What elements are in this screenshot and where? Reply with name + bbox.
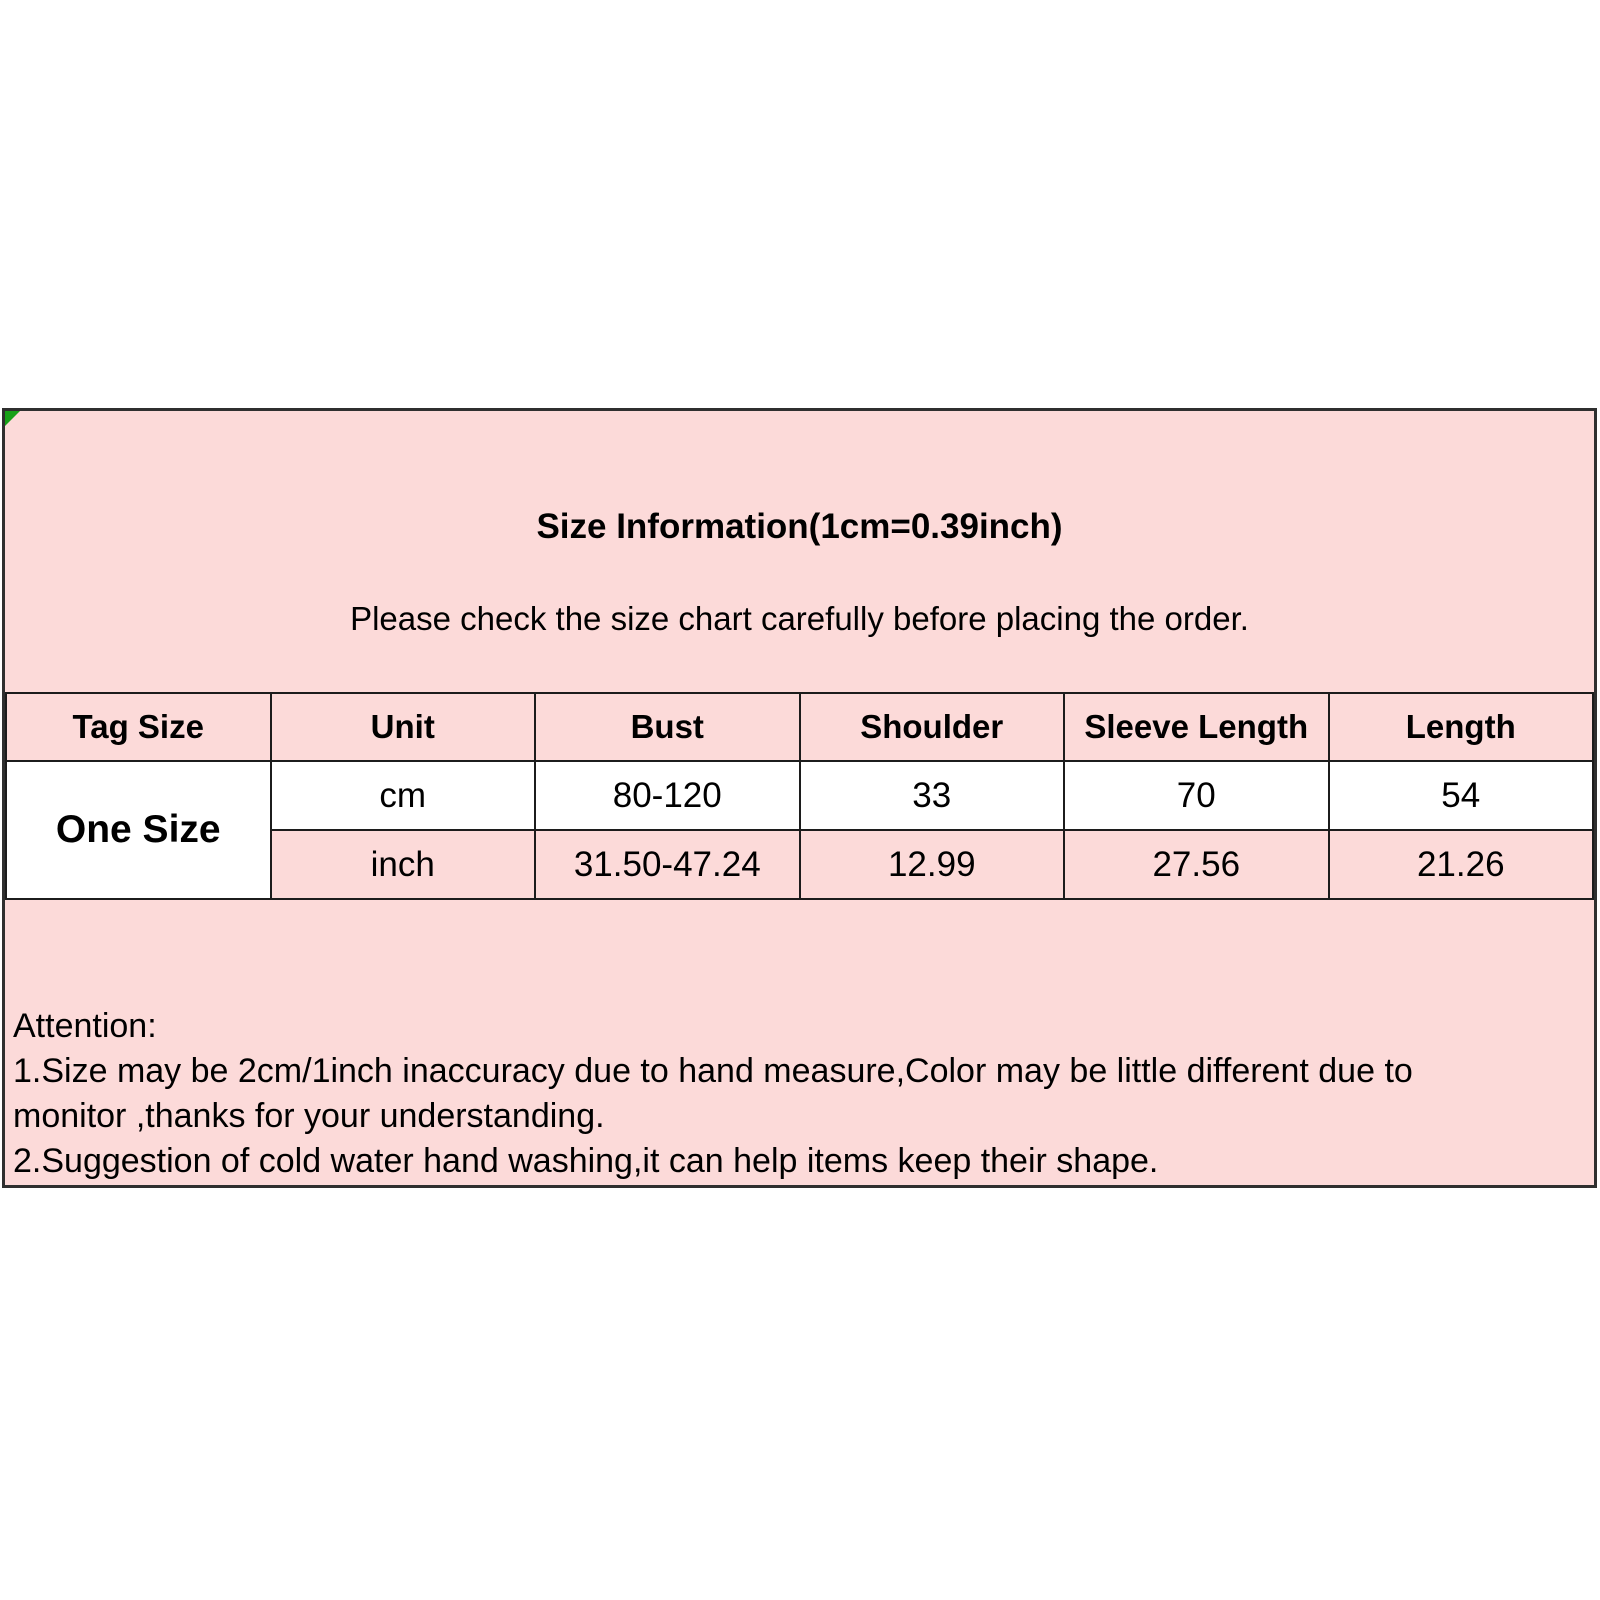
column-header-shoulder: Shoulder bbox=[800, 693, 1065, 761]
cell-length-inch: 21.26 bbox=[1329, 830, 1594, 899]
column-header-tag-size: Tag Size bbox=[6, 693, 271, 761]
table-row-cm bbox=[6, 761, 1593, 830]
table-header-row bbox=[6, 693, 1593, 761]
attention-heading: Attention: bbox=[13, 1007, 157, 1045]
size-info-panel bbox=[2, 408, 1597, 1188]
cell-sleeve-length-cm: 70 bbox=[1064, 761, 1329, 830]
cell-sleeve-length-inch: 27.56 bbox=[1064, 830, 1329, 899]
cell-bust-inch: 31.50-47.24 bbox=[535, 830, 800, 899]
column-header-bust: Bust bbox=[535, 693, 800, 761]
size-info-title: Size Information(1cm=0.39inch) bbox=[536, 507, 1063, 546]
corner-marker-icon bbox=[5, 411, 20, 426]
cell-shoulder-inch: 12.99 bbox=[800, 830, 1065, 899]
column-header-unit: Unit bbox=[271, 693, 536, 761]
size-table bbox=[5, 692, 1594, 900]
cell-unit-cm: cm bbox=[271, 761, 536, 830]
attention-note-line-1: 1.Size may be 2cm/1inch inaccuracy due to hand measure,Color may be little different due to bbox=[13, 1052, 1413, 1090]
attention-note-line-2: monitor ,thanks for your understanding. bbox=[13, 1097, 605, 1135]
attention-section bbox=[5, 900, 1594, 1184]
column-header-sleeve-length: Sleeve Length bbox=[1064, 693, 1329, 761]
cell-length-cm: 54 bbox=[1329, 761, 1594, 830]
column-header-length: Length bbox=[1329, 693, 1594, 761]
cell-shoulder-cm: 33 bbox=[800, 761, 1065, 830]
attention-note-line-3: 2.Suggestion of cold water hand washing,it can help items keep their shape. bbox=[13, 1142, 1159, 1180]
cell-unit-inch: inch bbox=[271, 830, 536, 899]
size-info-subtitle: Please check the size chart carefully before placing the order. bbox=[350, 600, 1249, 637]
cell-tag-size-value: One Size bbox=[6, 761, 271, 899]
panel-header bbox=[5, 411, 1594, 692]
cell-bust-cm: 80-120 bbox=[535, 761, 800, 830]
